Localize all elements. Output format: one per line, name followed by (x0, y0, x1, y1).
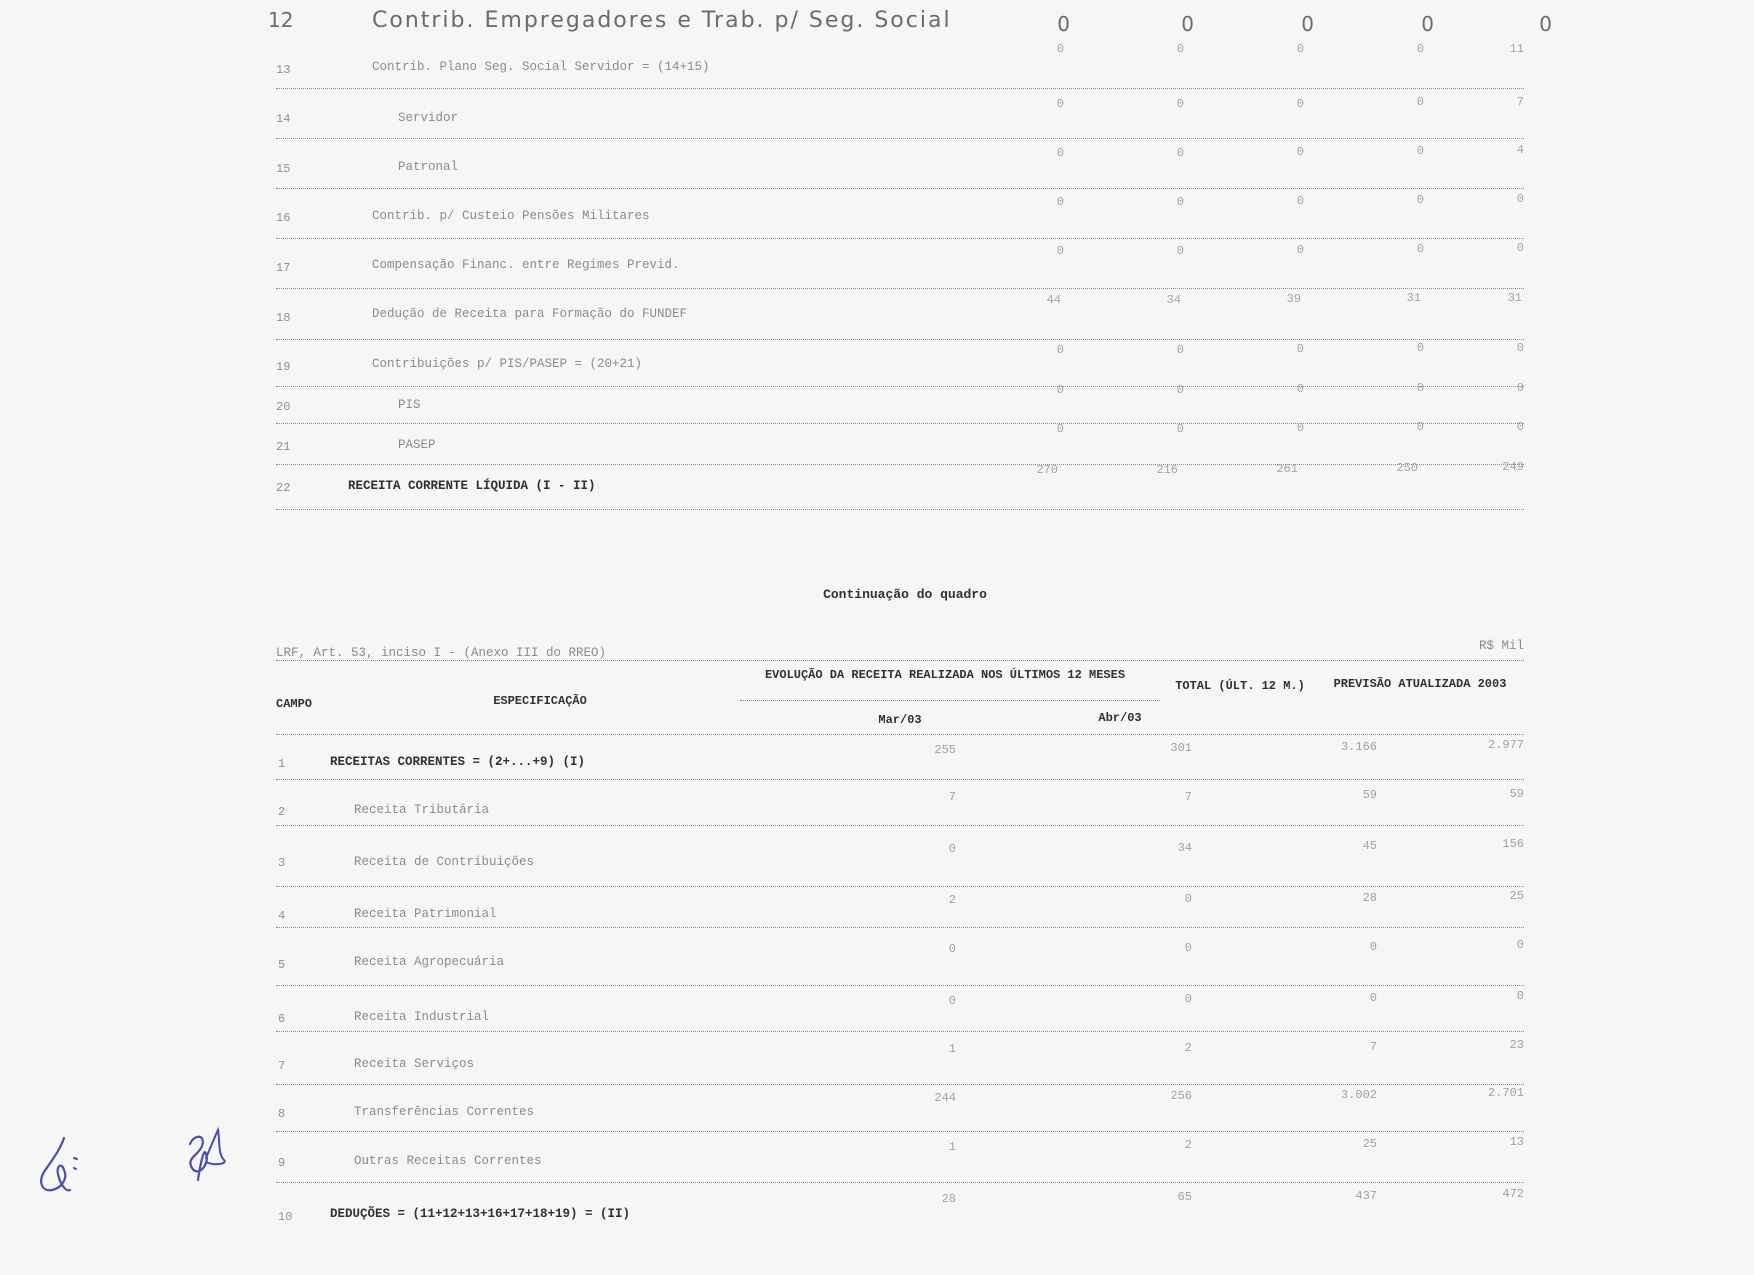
row-value: 216 (1156, 463, 1178, 477)
table-row (276, 89, 1524, 139)
row-value: 2 (1184, 1138, 1192, 1152)
row-value: 45 (1362, 839, 1377, 853)
table-row (276, 340, 1524, 387)
row-value: 1 (948, 1042, 956, 1056)
row-value: 7 (948, 790, 956, 804)
row-value: 2 (948, 893, 956, 907)
row-value: 0 (1296, 342, 1304, 356)
row-value: 0 (948, 994, 956, 1008)
continuation-title: Continuação do quadro (823, 587, 987, 602)
table-row (276, 381, 1524, 424)
row-value: 34 (1177, 841, 1192, 855)
row-number: 4 (278, 909, 286, 923)
row-value: 0 (1369, 940, 1377, 954)
row-label: DEDUÇÕES = (11+12+13+16+17+18+19) = (II) (330, 1207, 631, 1221)
row-value: 0 (948, 842, 956, 856)
row-number: 18 (276, 311, 291, 325)
row-number: 13 (276, 63, 291, 77)
table-row (276, 420, 1524, 465)
row-number: 19 (276, 360, 291, 374)
row-number: 14 (276, 112, 291, 126)
row-value: 0 (1176, 146, 1184, 160)
row-value: 7 (1184, 790, 1192, 804)
legal-reference: LRF, Art. 53, inciso I - (Anexo III do RREO) (276, 646, 607, 660)
row-value: 261 (1276, 462, 1298, 476)
row-value: 0 (1296, 243, 1304, 257)
row-label: Servidor (398, 111, 459, 125)
table-row (276, 1085, 1524, 1132)
row-value: 255 (934, 743, 956, 757)
row-label: Compensação Financ. entre Regimes Previd. (372, 258, 680, 272)
row-value: 2 (1184, 1041, 1192, 1055)
row-value: 13 (1509, 1135, 1524, 1149)
row-value: 23 (1509, 1038, 1524, 1052)
row-value: 0 (1184, 892, 1192, 906)
row-value: 301 (1170, 741, 1192, 755)
row-value: 0 (1176, 422, 1184, 436)
row-value: 0 (1056, 244, 1064, 258)
row-value: 31 (1406, 291, 1421, 305)
row-value: 437 (1355, 1189, 1377, 1203)
header-campo: CAMPO (276, 697, 313, 711)
signature-mark (176, 1124, 236, 1186)
row-label: Transferências Correntes (354, 1105, 535, 1119)
row-value: 4 (1516, 143, 1524, 157)
header-month-abr: Abr/03 (1098, 711, 1142, 725)
row-value: 0 (1516, 192, 1524, 206)
table-row (276, 239, 1524, 289)
row-value: 0 (1056, 422, 1064, 436)
row-value: 0 (1056, 42, 1064, 56)
row-label: Outras Receitas Correntes (354, 1154, 542, 1168)
row-value: 0 (1416, 242, 1424, 256)
row-value: 0 (1421, 12, 1434, 36)
row-value: 11 (1509, 42, 1524, 56)
row-value: 0 (1516, 381, 1524, 395)
row-label: Patronal (398, 160, 459, 174)
row-value: 0 (1056, 97, 1064, 111)
row-value: 0 (1516, 341, 1524, 355)
table-row-total (276, 460, 1524, 510)
row-value: 0 (1296, 382, 1304, 396)
row-value: 0 (1416, 381, 1424, 395)
row-number: 20 (276, 400, 291, 414)
row-value: 0 (1539, 12, 1552, 36)
row-number: 1 (278, 757, 286, 771)
table-row (276, 826, 1524, 887)
row-value: 59 (1362, 788, 1377, 802)
row-value: 44 (1046, 293, 1061, 307)
row-value: 0 (1057, 12, 1070, 36)
table-row (276, 887, 1524, 928)
row-value: 0 (1416, 420, 1424, 434)
row-label: Receita Industrial (354, 1010, 490, 1024)
row-number: 9 (278, 1156, 286, 1170)
row-value: 28 (941, 1192, 956, 1206)
row-value: 2.977 (1487, 738, 1524, 752)
row-value: 256 (1170, 1089, 1192, 1103)
header-previsao: PREVISÃO ATUALIZADA 2003 (1333, 677, 1507, 691)
row-value: 0 (1516, 241, 1524, 255)
row-value: 0 (1416, 144, 1424, 158)
row-label: RECEITAS CORRENTES = (2+...+9) (I) (330, 755, 586, 769)
row-value: 0 (1184, 992, 1192, 1006)
table-row (276, 289, 1524, 340)
table-row-12 (266, 4, 1552, 38)
row-number: 10 (278, 1210, 293, 1224)
row-label: Receita Agropecuária (354, 955, 505, 969)
row-value: 0 (1176, 97, 1184, 111)
row-value: 0 (1296, 42, 1304, 56)
row-label: Receita Tributária (354, 803, 490, 817)
table-row (276, 735, 1524, 780)
row-label: PIS (398, 398, 421, 412)
row-value: 59 (1509, 787, 1524, 801)
row-value: 25 (1362, 1137, 1377, 1151)
row-value: 0 (1176, 343, 1184, 357)
row-value: 0 (1416, 193, 1424, 207)
row-value: 39 (1286, 292, 1301, 306)
row-value: 3.002 (1340, 1088, 1377, 1102)
unit-label: R$ Mil (1478, 639, 1524, 653)
row-number: 3 (278, 856, 286, 870)
table-row (276, 189, 1524, 239)
row-number: 6 (278, 1012, 286, 1026)
row-value: 7 (1516, 95, 1524, 109)
row-value: 0 (1369, 991, 1377, 1005)
table-row (276, 986, 1524, 1032)
row-number: 2 (278, 805, 286, 819)
table-row (276, 139, 1524, 189)
row-value: 0 (1176, 244, 1184, 258)
row-value: 0 (1516, 989, 1524, 1003)
signature-mark (30, 1132, 90, 1196)
header-month-mar: Mar/03 (878, 713, 922, 727)
row-label: PASEP (398, 438, 436, 452)
header-evolucao: EVOLUÇÃO DA RECEITA REALIZADA NOS ÚLTIMOS 12 MESES (764, 668, 1126, 682)
row-number: 17 (276, 261, 291, 275)
row-label: Dedução de Receita para Formação do FUNDEF (372, 307, 688, 321)
table-row (276, 1183, 1524, 1223)
row-value: 2.701 (1487, 1086, 1524, 1100)
row-value: 28 (1362, 891, 1377, 905)
row-value: 472 (1502, 1187, 1524, 1201)
row-value: 244 (934, 1091, 956, 1105)
row-value: 0 (1296, 97, 1304, 111)
row-value: 250 (1396, 461, 1418, 475)
row-value: 0 (1301, 12, 1314, 36)
row-value: 0 (1296, 145, 1304, 159)
row-number: 5 (278, 958, 286, 972)
row-value: 0 (1296, 421, 1304, 435)
divider (276, 660, 1524, 661)
row-value: 1 (948, 1140, 956, 1154)
row-label: RECEITA CORRENTE LÍQUIDA (I - II) (348, 479, 596, 493)
row-value: 0 (1516, 420, 1524, 434)
row-label: Receita de Contribuições (354, 855, 535, 869)
row-value: 0 (1416, 42, 1424, 56)
row-value: 0 (1416, 95, 1424, 109)
row-value: 0 (1184, 941, 1192, 955)
row-label: Contrib. Plano Seg. Social Servidor = (14+15) (372, 60, 710, 74)
row-value: 0 (1176, 42, 1184, 56)
header-total: TOTAL (ÚLT. 12 M.) (1175, 679, 1305, 693)
row-number: 21 (276, 440, 291, 454)
table-row (276, 928, 1524, 986)
row-label: Contribuições p/ PIS/PASEP = (20+21) (372, 357, 643, 371)
table-row (276, 40, 1524, 89)
row-value: 0 (1056, 195, 1064, 209)
row-value: 249 (1502, 460, 1524, 474)
row-label: Contrib. p/ Custeio Pensões Militares (372, 209, 650, 223)
row-number: 8 (278, 1107, 286, 1121)
row-number: 15 (276, 162, 291, 176)
row-value: 0 (1296, 194, 1304, 208)
row-value: 0 (1056, 383, 1064, 397)
row-label: Receita Serviços (354, 1057, 475, 1071)
row-value: 0 (1181, 12, 1194, 36)
row-value: 25 (1509, 889, 1524, 903)
row-label: Receita Patrimonial (354, 907, 497, 921)
row-value: 270 (1036, 463, 1058, 477)
row-number: 16 (276, 211, 291, 225)
row-value: 7 (1369, 1040, 1377, 1054)
row-number: 7 (278, 1059, 286, 1073)
row-value: 0 (1176, 195, 1184, 209)
row-number: 22 (276, 481, 291, 495)
divider (740, 700, 1160, 701)
row-label: Contrib. Empregadores e Trab. p/ Seg. Social (372, 8, 952, 33)
table-row (276, 1032, 1524, 1085)
row-value: 0 (1516, 938, 1524, 952)
row-value: 0 (948, 942, 956, 956)
row-value: 0 (1176, 383, 1184, 397)
row-value: 65 (1177, 1190, 1192, 1204)
row-value: 3.166 (1340, 740, 1377, 754)
row-value: 156 (1502, 837, 1524, 851)
row-number: 12 (268, 8, 294, 32)
header-especificacao: ESPECIFICAÇÃO (493, 694, 587, 708)
row-value: 0 (1056, 146, 1064, 160)
table-row (276, 780, 1524, 826)
row-value: 0 (1056, 343, 1064, 357)
row-value: 34 (1166, 293, 1181, 307)
row-value: 0 (1416, 341, 1424, 355)
row-value: 31 (1507, 291, 1522, 305)
table-row (276, 1132, 1524, 1183)
